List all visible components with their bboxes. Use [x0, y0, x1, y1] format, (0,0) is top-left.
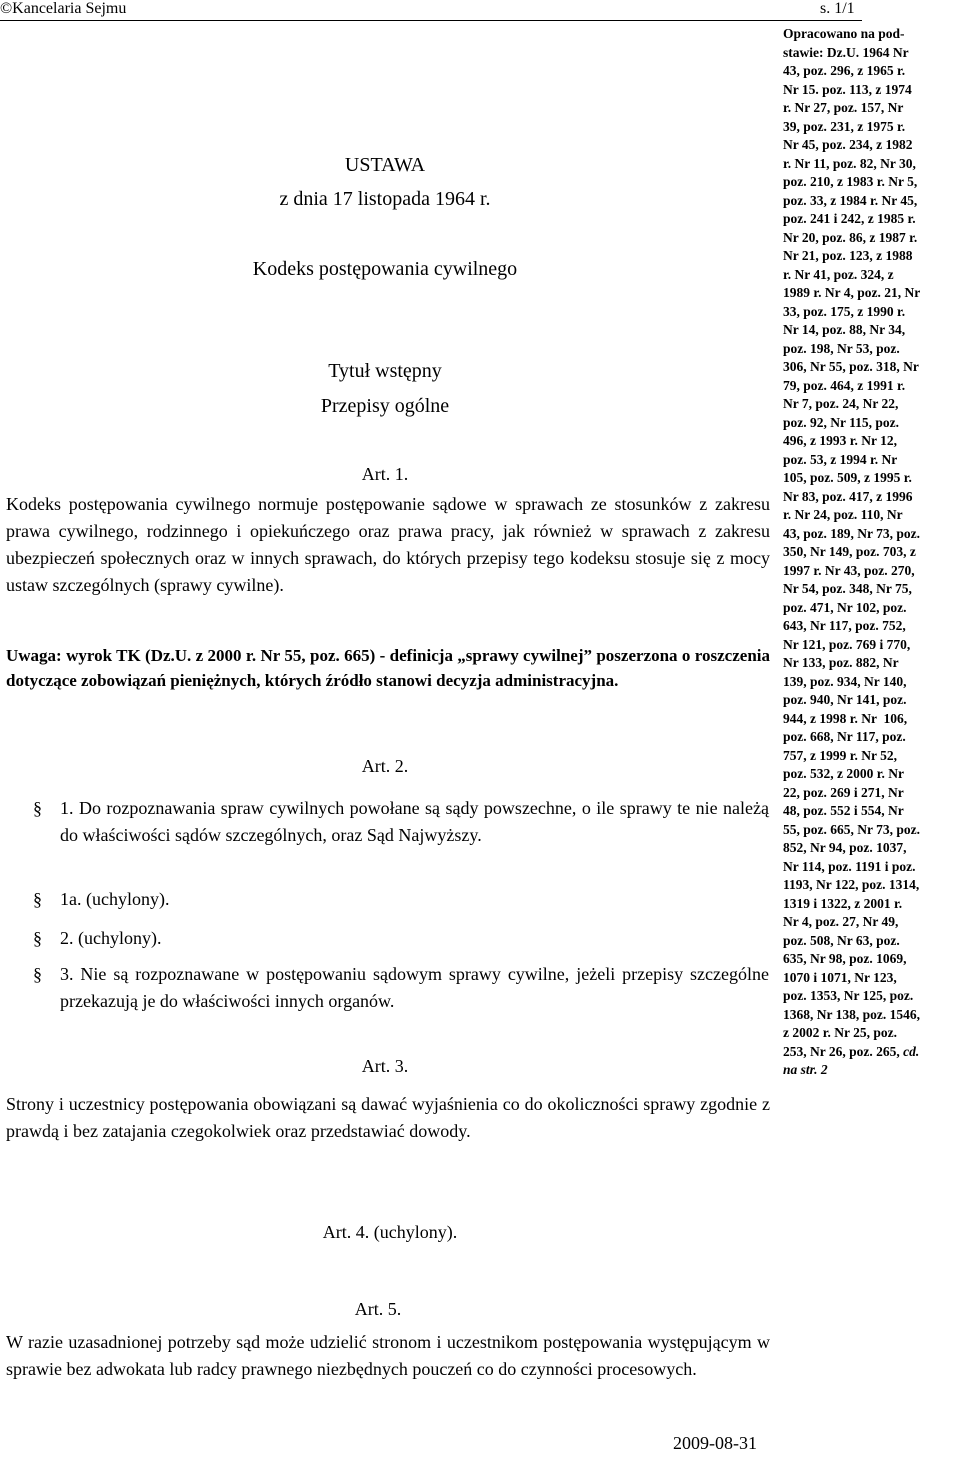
source-note-line: 1319 i 1322, z 2001 r.	[783, 895, 903, 911]
source-note-line: 350, Nr 149, poz. 703, z	[783, 544, 916, 559]
continued-page-ref: na str. 2	[783, 1062, 828, 1077]
source-note-line: 1193, Nr 122, poz. 1314,	[783, 877, 920, 892]
source-note-line: 33, poz. 175, z 1990 r.	[783, 303, 906, 319]
paragraph-text: 2. (uchylony).	[60, 928, 162, 948]
source-note-line: Nr 20, poz. 86, z 1987 r.	[783, 229, 918, 245]
source-note-line: poz. 471, Nr 102, poz.	[783, 599, 907, 615]
source-note-line: 1070 i 1071, Nr 123,	[783, 969, 897, 985]
continued-marker: cd.	[903, 1043, 920, 1059]
source-note-line: poz. 198, Nr 53, poz.	[783, 340, 900, 356]
source-note-line: stawie: Dz.U. 1964 Nr	[783, 44, 909, 60]
art1-note: Uwaga: wyrok TK (Dz.U. z 2000 r. Nr 55, poz. 665) - definicja „sprawy cywilnej” poszerzona o roszczenia dotyczące zobowiązań pieniężnych, których źródło stanowi decyzja administracyjna.	[6, 646, 770, 690]
art1-text: Kodeks postępowania cywilnego normuje postępowanie sądowe w sprawach ze stosunków z zakresu prawa cywilnego, rodzinnego i opiekuńczego oraz prawa pracy, jak również w sprawach z zakresu ubezpieczeń społecznych oraz w innych sprawach, do których przepisy tego kodeksu stosuje się z mocy ustaw szczególnych (sprawy cywilne).	[6, 494, 770, 595]
source-note-line: Nr 7, poz. 24, Nr 22,	[783, 396, 899, 411]
source-note-line: poz. 940, Nr 141, poz.	[783, 692, 907, 707]
part-subtitle: Przepisy ogólne	[320, 395, 450, 417]
source-note-line: 139, poz. 934, Nr 140,	[783, 673, 907, 689]
source-note-line-text: 253, Nr 26, poz. 265,	[783, 1043, 904, 1059]
source-note-line: Nr 83, poz. 417, z 1996	[783, 488, 913, 504]
section-sign: §	[33, 798, 42, 818]
art2-heading: Art. 2.	[361, 756, 409, 776]
source-note-line: 1989 r. Nr 4, poz. 21, Nr	[783, 285, 921, 300]
footer-date: 2009-08-31	[673, 1433, 757, 1453]
source-note-line: 79, poz. 464, z 1991 r.	[783, 377, 906, 393]
source-note-line: poz. 241 i 242, z 1985 r.	[783, 211, 916, 226]
part-title: Tytuł wstępny	[328, 360, 442, 382]
source-note-line: r. Nr 27, poz. 157, Nr	[783, 100, 904, 115]
art5-text: W razie uzasadnionej potrzeby sąd może udzielić stronom i uczestnikom postępowania występującym w sprawie bez adwokata lub radcy prawnego niezbędnych pouczeń co do czynności procesowych.	[6, 1332, 770, 1379]
source-note-line: Nr 21, poz. 123, z 1988	[783, 248, 913, 263]
source-note-line	[783, 1043, 960, 1062]
source-note-line: Nr 14, poz. 88, Nr 34,	[783, 322, 906, 337]
source-note-line: 852, Nr 94, poz. 1037,	[783, 840, 907, 855]
art3-text: Strony i uczestnicy postępowania obowiązani są dawać wyjaśnienia co do okoliczności sprawy zgodnie z prawdą i bez zatajania czegokolwiek oraz przedstawiać dowody.	[6, 1094, 770, 1141]
source-note-line: 496, z 1993 r. Nr 12,	[783, 433, 897, 448]
source-note-line: 944, z 1998 r. Nr 106,	[783, 710, 908, 726]
source-note-line: r. Nr 41, poz. 324, z	[783, 266, 894, 282]
section-sign: §	[33, 928, 42, 948]
art1-heading: Art. 1.	[361, 464, 409, 484]
art4-heading: Art. 4. (uchylony).	[322, 1222, 458, 1242]
source-note-line: 1368, Nr 138, poz. 1546,	[783, 1006, 920, 1022]
act-name: Kodeks postępowania cywilnego	[252, 258, 518, 280]
paragraph-text: 3. Nie są rozpoznawane w postępowaniu sądowym sprawy cywilne, jeżeli przepisy szczególne przekazują je do właściwości innych organów.	[60, 964, 769, 1011]
source-note-line: poz. 210, z 1983 r. Nr 5,	[783, 174, 918, 189]
source-note-line: 22, poz. 269 i 271, Nr	[783, 784, 904, 800]
source-note-line: z 2002 r. Nr 25, poz.	[783, 1025, 897, 1040]
source-note-line: poz. 532, z 2000 r. Nr	[783, 766, 904, 781]
art5-heading: Art. 5.	[354, 1299, 402, 1319]
paragraph-text: 1. Do rozpoznawania spraw cywilnych powołane są sądy powszechne, o ile sprawy te nie należą do właściwości sądów szczególnych, oraz Sąd Najwyższy.	[60, 798, 769, 845]
header-page-number: s. 1/1	[820, 0, 855, 17]
source-note-line: poz. 92, Nr 115, poz.	[783, 414, 900, 430]
paragraph-text: 1a. (uchylony).	[60, 889, 170, 909]
source-note-line: 39, poz. 231, z 1975 r.	[783, 118, 906, 134]
source-note-line: 757, z 1999 r. Nr 52,	[783, 747, 897, 763]
source-note-line: 43, poz. 296, z 1965 r.	[783, 63, 906, 78]
source-note-line: Opracowano na pod-	[783, 26, 905, 41]
source-note-line: poz. 1353, Nr 125, poz.	[783, 988, 914, 1003]
source-note-line: r. Nr 11, poz. 82, Nr 30,	[783, 155, 916, 171]
source-note-line: Nr 45, poz. 234, z 1982	[783, 137, 913, 152]
source-note-line: 1997 r. Nr 43, poz. 270,	[783, 562, 915, 578]
source-note-sidebar	[783, 25, 960, 1080]
source-note-line: Nr 54, poz. 348, Nr 75,	[783, 581, 912, 596]
section-sign: §	[33, 889, 42, 909]
source-note-line: Nr 15. poz. 113, z 1974	[783, 81, 912, 97]
source-note-line: r. Nr 24, poz. 110, Nr	[783, 507, 903, 522]
source-note-line: 43, poz. 189, Nr 73, poz.	[783, 525, 920, 541]
source-note-line: 48, poz. 552 i 554, Nr	[783, 803, 904, 818]
source-note-line: 105, poz. 509, z 1995 r.	[783, 470, 912, 485]
source-note-line: Nr 121, poz. 769 i 770,	[783, 636, 911, 652]
source-note-line: poz. 33, z 1984 r. Nr 45,	[783, 192, 918, 208]
section-sign: §	[33, 964, 42, 984]
header-divider	[0, 20, 862, 21]
source-note-line: poz. 668, Nr 117, poz.	[783, 729, 906, 744]
source-note-line: Nr 114, poz. 1191 i poz.	[783, 858, 916, 874]
art3-heading: Art. 3.	[361, 1056, 409, 1076]
source-note-line: Nr 133, poz. 882, Nr	[783, 655, 899, 670]
source-note-line: 306, Nr 55, poz. 318, Nr	[783, 359, 919, 374]
source-note-line: poz. 508, Nr 63, poz.	[783, 932, 900, 948]
act-date: z dnia 17 listopada 1964 r.	[279, 188, 491, 210]
source-note-line: poz. 53, z 1994 r. Nr	[783, 451, 898, 467]
source-note-line: 635, Nr 98, poz. 1069,	[783, 951, 907, 966]
source-note-line: 643, Nr 117, poz. 752,	[783, 618, 906, 633]
act-type: USTAWA	[344, 154, 426, 176]
source-note-line: Nr 4, poz. 27, Nr 49,	[783, 914, 899, 929]
source-note-line: 55, poz. 665, Nr 73, poz.	[783, 821, 920, 837]
header-left-publisher: ©Kancelaria Sejmu	[0, 0, 127, 17]
